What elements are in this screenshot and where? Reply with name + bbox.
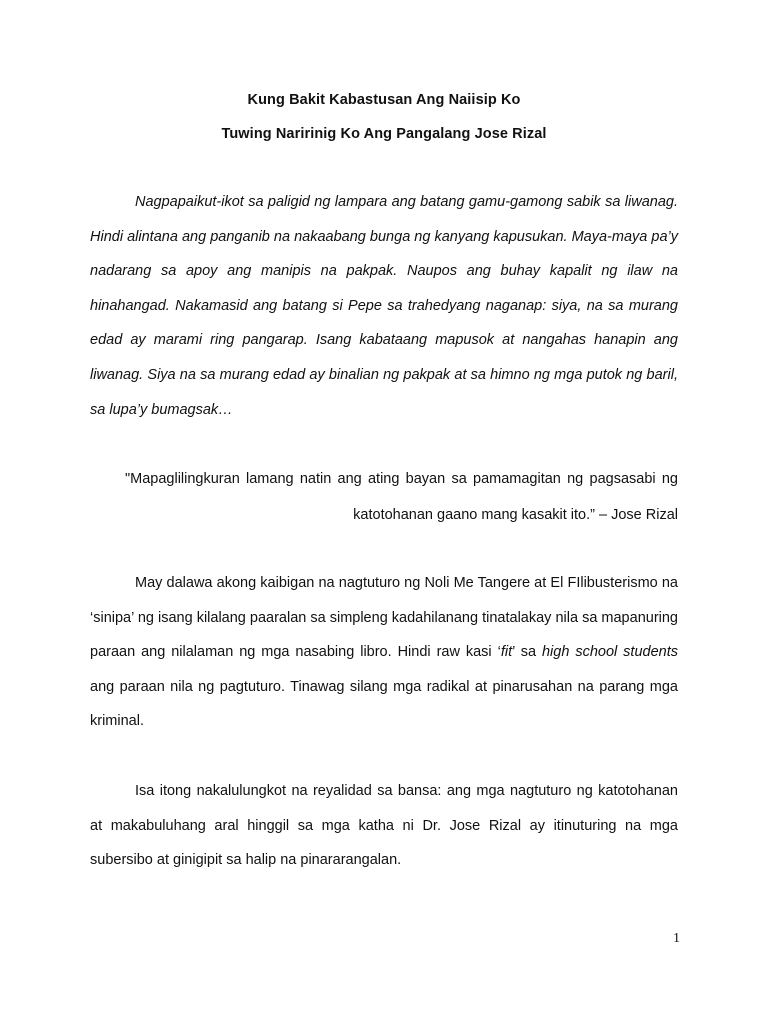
paragraph-2-italic-fit: fit [500,644,513,661]
paragraph-1: Nagpapaikut-ikot sa paligid ng lampara ang batang gamu-gamong sabik sa liwanag. Hindi alintana ang panganib na nakaabang bunga ng kanyang kapusukan. Maya-maya pa’y nadarang sa apoy ang manipis na pakpak. Naupos ang buhay kapalit ng ilaw na hinahangad. Nakamasid ang batang si Pepe sa trahedyang naganap: siya, na sa murang edad ay marami ring pangarap. Isang kabataang mapusok at nangahas hanapin ang liwanag. Siya na sa murang edad ay binalian ng pakpak at sa himno ng mga putok ng baril, sa lupa’y bumagsak… [90,194,678,418]
quote-line-2: katotohanan gaano mang kasakit ito.” – Jose Rizal [353,507,678,523]
paragraph-2 [90,566,678,739]
paragraph-2-part-c: ang paraan nila ng pagtuturo. Tinawag silang mga radikal at pinarusahan na parang mga kriminal. [90,678,678,730]
paragraph-2-italic-students: high school students [541,644,678,661]
document-title-line-1: Kung Bakit Kabastusan Ang Naiisip Ko [247,92,521,108]
quote-line-1: "Mapaglilingkuran lamang natin ang ating bayan sa pamamagitan ng pagsasabi ng [125,471,678,487]
document-title-line-2: Tuwing Naririnig Ko Ang Pangalang Jose Rizal [221,126,547,142]
paragraph-2-part-b: ’ sa [512,644,542,661]
page-number: 1 [673,931,680,946]
paragraph-3: Isa itong nakalulungkot na reyalidad sa bansa: ang mga nagtuturo ng katotohanan at makabuluhang aral hinggil sa mga katha ni Dr. Jose Rizal ay itinuturing na mga subersibo at ginigipit sa halip na pinararangalan. [90,783,678,869]
paragraph-2-part-a: May dalawa akong kaibigan na nagtuturo ng Noli Me Tangere at El FIlibusterismo na ‘sinipa’ ng isang kilalang paaralan sa simpleng kadahilanang tinatalakay nila sa mapanuring paraan ang nilalaman ng mga nasabing libro. Hindi raw kasi ‘ [90,575,678,661]
